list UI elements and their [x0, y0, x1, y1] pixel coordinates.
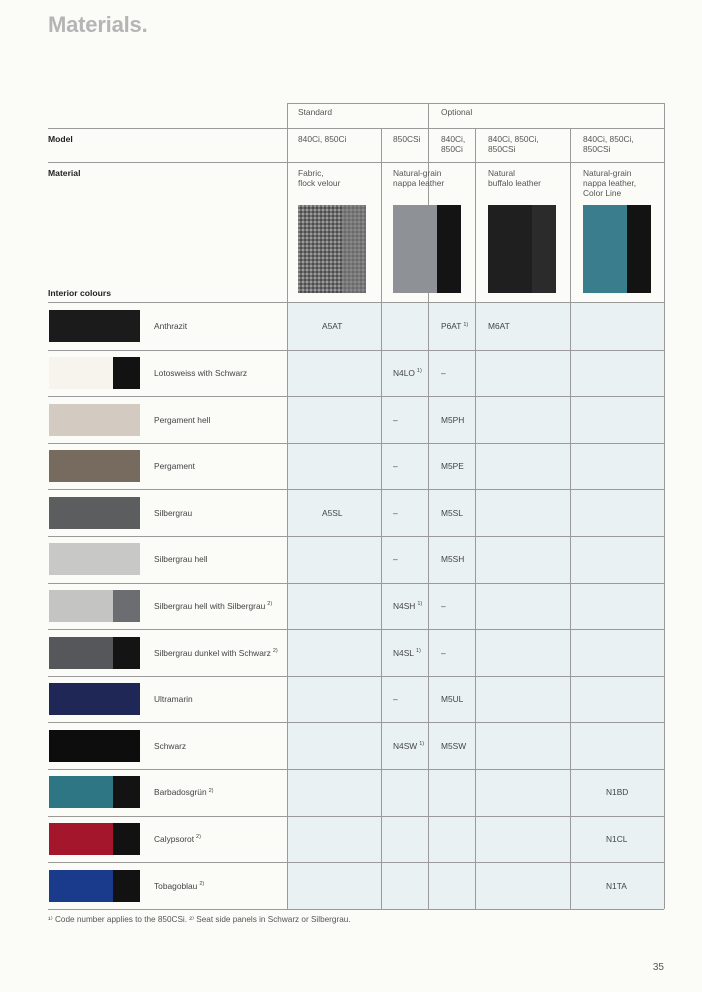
colour-name-text: Lotosweiss with Schwarz — [154, 367, 248, 378]
code-cell — [441, 415, 464, 425]
table-column-rule — [428, 103, 429, 163]
table-rule — [48, 350, 664, 351]
colour-swatch — [49, 357, 140, 389]
table-rule — [48, 629, 664, 630]
code-value: M6AT — [488, 321, 510, 332]
swatch-main — [49, 404, 113, 436]
colour-name-text: Pergament — [154, 461, 195, 472]
code-cell — [441, 368, 446, 378]
code-value: N4SL — [393, 647, 414, 658]
model-cell: 840Ci, 850Ci — [441, 134, 466, 154]
material-cell: Natural-grain nappa leather — [393, 168, 445, 188]
colour-swatch — [49, 310, 140, 342]
swatch-main — [49, 543, 113, 575]
code-cell — [393, 508, 398, 518]
colour-name-text: Silbergrau dunkel with Schwarz — [154, 647, 271, 658]
table-rule — [48, 489, 664, 490]
footnote-marker: 2) — [196, 834, 201, 841]
colour-name — [154, 368, 247, 378]
code-cell — [322, 321, 342, 331]
swatch-main — [49, 776, 113, 808]
code-value: M5PH — [441, 414, 465, 425]
page-title: Materials. — [48, 12, 148, 37]
colour-name — [154, 881, 204, 891]
code-cell — [393, 368, 422, 378]
code-value: M5UL — [441, 694, 464, 705]
material-cell: Fabric, flock velour — [298, 168, 341, 188]
material-cell: Natural-grain nappa leather, Color Line — [583, 168, 637, 198]
footnote-marker: 1) — [419, 740, 425, 747]
code-cell — [606, 881, 627, 891]
table-rule — [48, 862, 664, 863]
code-value: – — [393, 461, 398, 472]
code-value: M5SL — [441, 507, 463, 518]
code-value: – — [393, 694, 398, 705]
colour-swatch — [49, 404, 140, 436]
colour-name-text: Tobagoblau — [154, 880, 198, 891]
code-value: – — [441, 367, 446, 378]
flock-velour-sample — [298, 205, 366, 293]
color-line-leather-sample — [583, 205, 651, 293]
code-value: M5PE — [441, 461, 464, 472]
code-cell — [393, 694, 398, 704]
colour-name — [154, 694, 193, 704]
colour-name — [154, 321, 187, 331]
footnote: ¹⁾ Code number applies to the 850CSi. ²⁾ Seat side panels in Schwarz or Silbergrau. — [48, 915, 351, 924]
swatch-main — [49, 357, 113, 389]
table-rule — [48, 816, 664, 817]
footnote-marker: 2) — [272, 647, 278, 654]
swatch-accent — [113, 683, 140, 715]
code-value: N4LO — [393, 367, 415, 378]
code-cell — [441, 741, 466, 751]
colour-name — [154, 741, 186, 751]
swatch-accent — [113, 357, 140, 389]
colour-name-text: Silbergrau hell with Silbergrau — [154, 600, 266, 611]
colour-name — [154, 508, 192, 518]
code-cell — [322, 508, 343, 518]
material-row-label: Material — [48, 168, 81, 178]
colour-name-text: Ultramarin — [154, 694, 193, 705]
swatch-accent — [113, 637, 140, 669]
table-rule — [48, 396, 664, 397]
table-column-rule — [664, 103, 665, 909]
code-value: N1CL — [606, 833, 628, 844]
swatch-main — [49, 450, 113, 482]
swatch-main — [49, 310, 113, 342]
model-row-label: Model — [48, 134, 73, 144]
colour-swatch — [49, 543, 140, 575]
colour-name — [154, 461, 195, 471]
colour-name — [154, 648, 278, 658]
colour-name-text: Calypsorot — [154, 833, 195, 844]
swatch-accent — [113, 590, 140, 622]
swatch-accent — [113, 730, 140, 762]
code-cell — [606, 834, 627, 844]
swatch-accent — [113, 404, 140, 436]
table-rule — [48, 302, 664, 303]
code-cell — [606, 787, 628, 797]
colour-swatch — [49, 637, 140, 669]
swatch-main — [49, 823, 113, 855]
code-value: – — [393, 554, 398, 565]
swatch-main — [49, 590, 113, 622]
colour-name-text: Schwarz — [154, 740, 187, 751]
code-value: N1BD — [606, 787, 629, 798]
code-value: A5AT — [322, 321, 343, 332]
code-value: – — [441, 647, 446, 658]
code-value: – — [441, 600, 446, 611]
colour-swatch — [49, 823, 140, 855]
swatch-accent — [113, 870, 140, 902]
code-cell — [393, 461, 398, 471]
swatch-accent — [113, 543, 140, 575]
interior-colours-label: Interior colours — [48, 288, 112, 298]
colour-swatch — [49, 730, 140, 762]
code-cell — [393, 648, 421, 658]
code-value: P6AT — [441, 321, 462, 332]
buffalo-leather-sample — [488, 205, 556, 293]
colour-swatch — [49, 590, 140, 622]
table-rule — [48, 722, 664, 723]
table-column-rule — [381, 128, 382, 909]
code-cell — [441, 321, 468, 331]
material-cell: Natural buffalo leather — [488, 168, 541, 188]
code-cell — [488, 321, 510, 331]
table-rule — [48, 128, 664, 129]
colour-name-text: Silbergrau hell — [154, 554, 208, 565]
code-cell — [441, 648, 446, 658]
model-cell: 840Ci, 850Ci, 850CSi — [583, 134, 634, 154]
code-cell — [441, 461, 464, 471]
colour-swatch — [49, 870, 140, 902]
swatch-main — [49, 683, 113, 715]
colour-swatch — [49, 497, 140, 529]
swatch-accent — [113, 823, 140, 855]
standard-header: Standard — [298, 107, 332, 117]
model-cell: 850CSi — [393, 134, 421, 144]
footnote-marker: 1) — [417, 601, 423, 608]
code-cell — [393, 601, 422, 611]
colour-name — [154, 554, 208, 564]
code-cell — [441, 508, 463, 518]
footnote-marker: 2) — [208, 787, 214, 794]
code-value: M5SH — [441, 554, 465, 565]
colour-swatch — [49, 450, 140, 482]
table-rule — [287, 103, 664, 104]
table-column-rule — [475, 128, 476, 909]
model-cell: 840Ci, 850Ci — [298, 134, 347, 144]
page-number: 35 — [652, 962, 664, 973]
table-rule — [48, 162, 664, 163]
code-value: – — [393, 507, 398, 518]
swatch-accent — [113, 310, 140, 342]
colour-name — [154, 601, 272, 611]
footnote-marker: 2) — [199, 880, 205, 887]
model-cell: 840Ci, 850Ci, 850CSi — [488, 134, 539, 154]
code-value: N4SH — [393, 600, 416, 611]
table-rule — [48, 676, 664, 677]
code-value: N1TA — [606, 880, 627, 891]
colour-swatch — [49, 683, 140, 715]
swatch-main — [49, 870, 113, 902]
footnote-marker: 2) — [267, 601, 273, 608]
footnote-marker: 1) — [416, 368, 422, 375]
code-cell — [441, 694, 463, 704]
colour-swatch — [49, 776, 140, 808]
nappa-leather-sample — [393, 205, 461, 293]
swatch-main — [49, 637, 113, 669]
code-value: N4SW — [393, 740, 418, 751]
code-value: A5SL — [322, 507, 343, 518]
table-column-rule — [570, 128, 571, 909]
colour-name-text: Barbadosgrün — [154, 787, 207, 798]
table-rule — [48, 443, 664, 444]
code-value: – — [393, 414, 398, 425]
code-value: M5SW — [441, 740, 467, 751]
table-column-rule — [287, 103, 288, 909]
code-cell — [393, 741, 424, 751]
colour-name-text: Silbergrau — [154, 507, 193, 518]
colour-name — [154, 415, 210, 425]
table-rule — [48, 536, 664, 537]
colour-name — [154, 787, 214, 797]
table-rule — [48, 583, 664, 584]
swatch-main — [49, 730, 113, 762]
footnote-marker: 1) — [463, 321, 469, 328]
colour-name-text: Pergament hell — [154, 414, 211, 425]
optional-header: Optional — [441, 107, 473, 117]
table-rule — [48, 769, 664, 770]
swatch-main — [49, 497, 113, 529]
colour-name-text: Anthrazit — [154, 321, 188, 332]
code-cell — [441, 601, 446, 611]
code-cell — [393, 554, 398, 564]
table-rule — [48, 909, 664, 910]
colour-name — [154, 834, 201, 844]
swatch-accent — [113, 497, 140, 529]
code-cell — [441, 554, 464, 564]
swatch-accent — [113, 450, 140, 482]
footnote-marker: 1) — [415, 647, 421, 654]
code-cell — [393, 415, 398, 425]
swatch-accent — [113, 776, 140, 808]
